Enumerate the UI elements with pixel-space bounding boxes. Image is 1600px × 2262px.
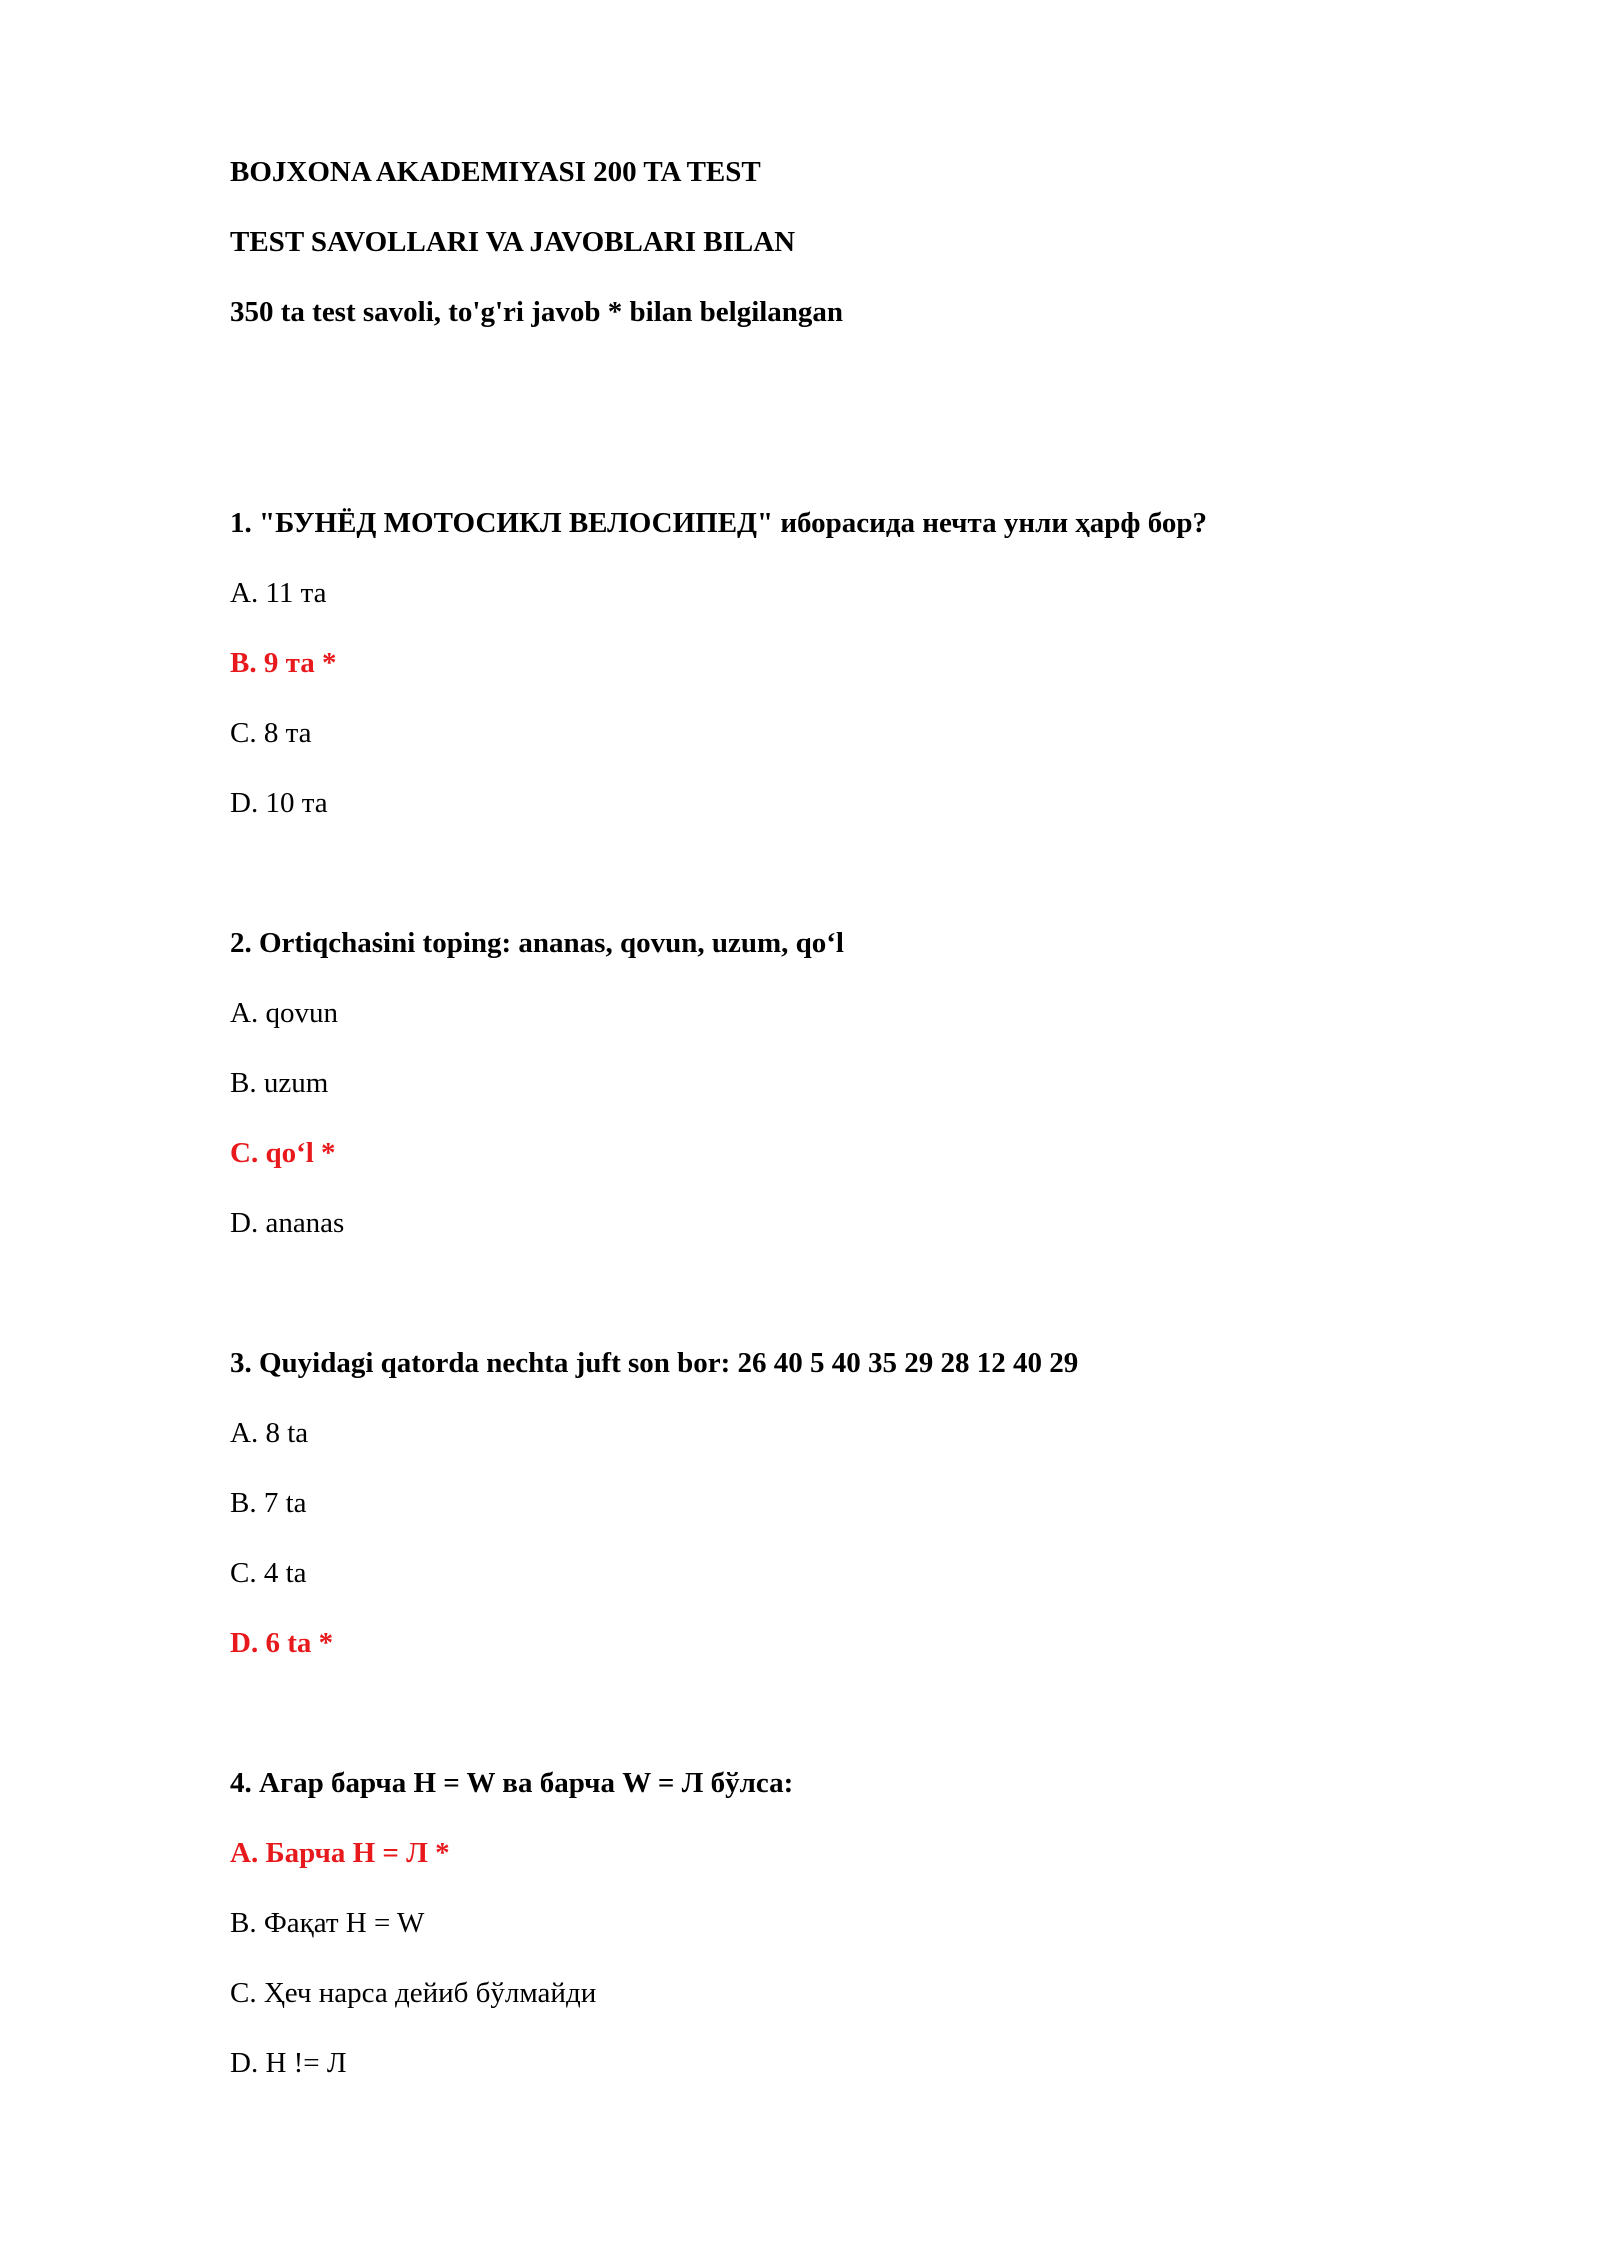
question-3-option-d-correct: D. 6 ta *: [230, 1627, 334, 1659]
question-1-option-a: A. 11 та: [230, 577, 327, 609]
question-2-text: 2. Ortiqchasini toping: ananas, qovun, uzum, qo‘l: [230, 927, 844, 959]
question-4-option-d: D. H != Л: [230, 2047, 347, 2079]
question-3-option-c: C. 4 ta: [230, 1557, 307, 1589]
question-2-option-a: A. qovun: [230, 997, 338, 1029]
question-1-option-d: D. 10 та: [230, 787, 328, 819]
document-title: BOJXONA AKADEMIYASI 200 TA TEST: [230, 156, 761, 188]
question-4-option-a-correct: A. Барча H = Л *: [230, 1837, 450, 1869]
question-2-option-d: D. ananas: [230, 1207, 345, 1239]
question-2-option-b: B. uzum: [230, 1067, 329, 1099]
question-1-text: 1. "БУНЁД МОТОСИКЛ ВЕЛОСИПЕД" иборасида нечта унли ҳарф бор?: [230, 507, 1207, 539]
question-3-option-a: A. 8 ta: [230, 1417, 309, 1449]
document-note: 350 ta test savoli, to'g'ri javob * bilan belgilangan: [230, 296, 844, 328]
question-1-option-b-correct: B. 9 та *: [230, 647, 337, 679]
question-4-text: 4. Агар барча H = W ва барча W = Л бўлса:: [230, 1767, 794, 1799]
question-1-option-c: C. 8 та: [230, 717, 312, 749]
question-3-option-b: B. 7 ta: [230, 1487, 307, 1519]
question-4-option-c: C. Ҳеч нарса дейиб бўлмайди: [230, 1977, 597, 2009]
question-3-text: 3. Quyidagi qatorda nechta juft son bor: 26 40 5 40 35 29 28 12 40 29: [230, 1347, 1079, 1379]
question-4-option-b: B. Фақат H = W: [230, 1907, 425, 1939]
question-2-option-c-correct: C. qo‘l *: [230, 1137, 336, 1169]
document-subtitle: TEST SAVOLLARI VA JAVOBLARI BILAN: [230, 226, 796, 258]
